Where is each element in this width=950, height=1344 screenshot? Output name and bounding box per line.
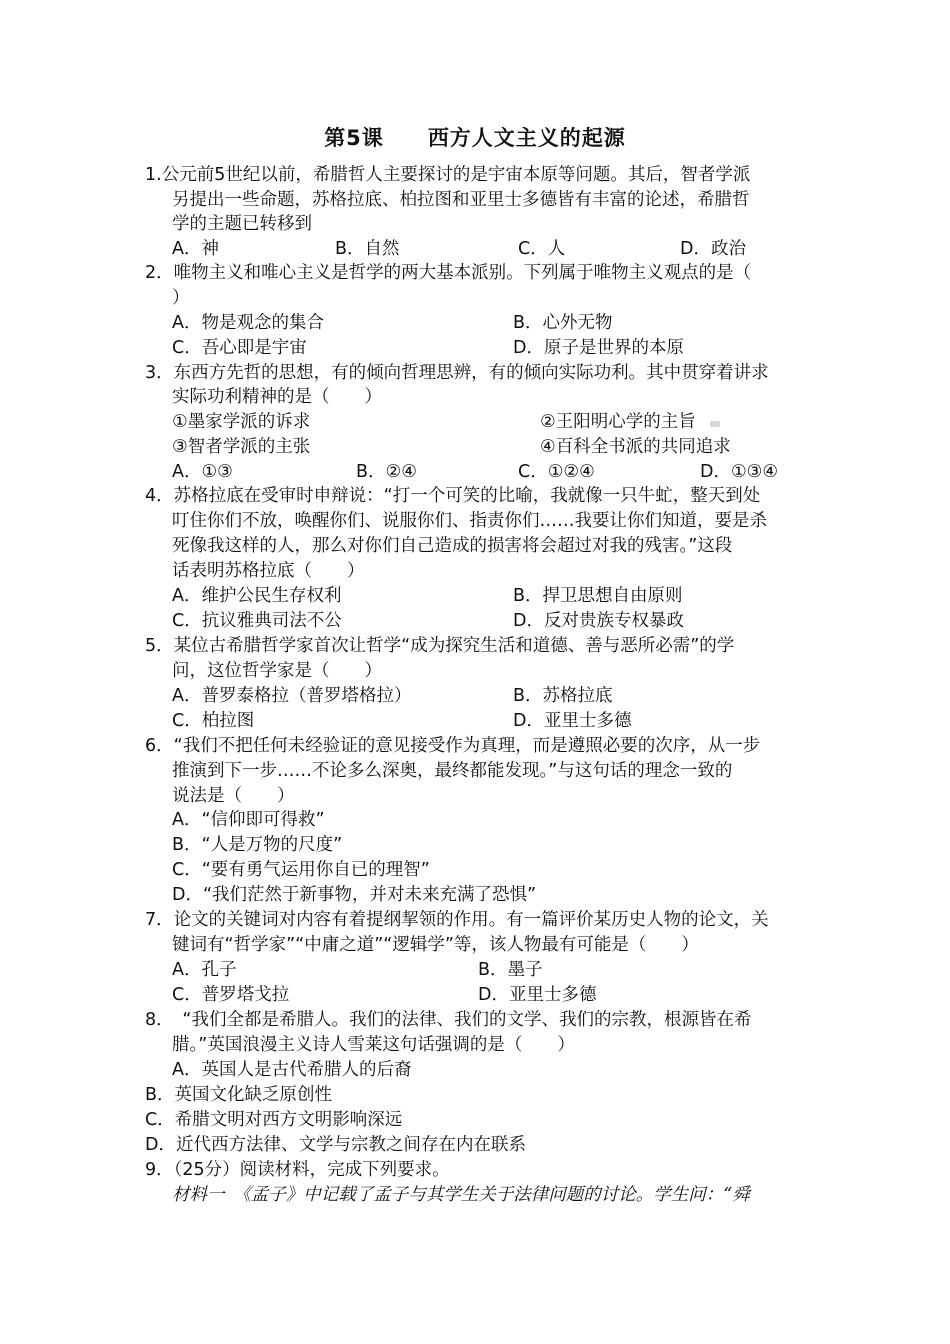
question-3-option-c: C．①②④: [518, 462, 595, 482]
question-1-option-c: C．人: [518, 239, 566, 259]
question-1-option-b: B．自然: [335, 239, 400, 259]
question-4-text: 死像我这样的人，那么对你们自己造成的损害将会超过对我的残害。”这段: [172, 536, 733, 556]
question-3-item: ④百科全书派的共同追求: [540, 437, 731, 457]
question-9-material: 材料一 《孟子》中记载了孟子与其学生关于法律问题的讨论。学生问：“舜: [172, 1185, 750, 1205]
question-8-text: 腊。”英国浪漫主义诗人雪莱这句话强调的是（ ）: [172, 1035, 575, 1055]
question-5-text: 5．某位古希腊哲学家首次让哲学“成为探究生活和道德、善与恶所必需”的学: [145, 636, 735, 656]
question-6-option-d: D．“我们茫然于新事物，并对未来充满了恐惧”: [172, 885, 537, 905]
question-2-option-c: C．吾心即是宇宙: [172, 338, 307, 358]
question-3-option-d: D．①③④: [700, 462, 779, 482]
question-7-text: 键词有“哲学家”“中庸之道”“逻辑学”等，该人物最有可能是（ ）: [172, 935, 699, 955]
question-8-option-a: A．英国人是古代希腊人的后裔: [172, 1060, 412, 1080]
question-4-text: 叮住你们不放，唤醒你们、说服你们、指责你们……我要让你们知道，要是杀: [172, 511, 767, 531]
question-4-text: 4．苏格拉底在受审时申辩说：“打一个可笑的比喻，我就像一只牛虻，整天到处: [145, 486, 761, 506]
question-2-text: ）: [172, 288, 190, 308]
question-2-option-b: B．心外无物: [513, 313, 613, 333]
question-1-text: 学的主题已转移到: [172, 214, 312, 234]
question-7-option-d: D．亚里士多德: [478, 985, 597, 1005]
page-title: [0, 122, 950, 152]
question-6-text: 说法是（ ）: [172, 786, 295, 806]
question-2-option-a: A．物是观念的集合: [172, 313, 324, 333]
question-1-text: 另提出一些命题，苏格拉底、柏拉图和亚里士多德皆有丰富的论述，希腊哲: [172, 190, 750, 210]
lesson-number: 第5课: [324, 126, 384, 150]
question-3-item: ①墨家学派的诉求: [172, 412, 311, 432]
question-6-text: 推演到下一步……不论多么深奥，最终都能发现。”与这句话的理念一致的: [172, 761, 733, 781]
question-4-option-b: B．捍卫思想自由原则: [513, 586, 683, 606]
question-5-option-d: D．亚里士多德: [513, 711, 632, 731]
question-5-option-c: C．柏拉图: [172, 711, 255, 731]
question-1-option-a: A．神: [172, 239, 219, 259]
question-7-text: 7．论文的关键词对内容有着提纲挈领的作用。有一篇评价某历史人物的论文，关: [145, 910, 769, 930]
question-2-text: 2．唯物主义和唯心主义是哲学的两大基本派别。下列属于唯物主义观点的是（: [145, 263, 752, 283]
question-5-option-a: A．普罗泰格拉（普罗塔格拉）: [172, 686, 412, 706]
question-3-item: ②王阳明心学的主旨: [540, 412, 696, 432]
question-3-text: 实际功利精神的是（ ）: [172, 387, 382, 407]
question-7-option-b: B．墨子: [478, 960, 543, 980]
question-1-option-d: D．政治: [680, 239, 746, 259]
question-3-text: 3．东西方先哲的思想，有的倾向哲理思辨，有的倾向实际功利。其中贯穿着讲求: [145, 363, 769, 383]
question-2-option-d: D．原子是世界的本原: [513, 338, 684, 358]
question-3-item: ③智者学派的主张: [172, 437, 311, 457]
question-8-text: 8． “我们全都是希腊人。我们的法律、我们的文学、我们的宗教，根源皆在希: [145, 1010, 752, 1030]
lesson-name: 西方人文主义的起源: [427, 126, 626, 150]
question-7-option-c: C．普罗塔戈拉: [172, 985, 290, 1005]
question-4-text: 话表明苏格拉底（ ）: [172, 561, 365, 581]
question-8-option-c: C．希腊文明对西方文明影响深远: [145, 1110, 403, 1130]
question-6-text: 6．“我们不把任何未经验证的意见接受作为真理，而是遵照必要的次序，从一步: [145, 736, 761, 756]
question-1-text: 1.公元前5世纪以前，希腊哲人主要探讨的是宇宙本原等问题。其后，智者学派: [145, 165, 751, 185]
question-4-option-c: C．抗议雅典司法不公: [172, 611, 342, 631]
question-4-option-d: D．反对贵族专权暴政: [513, 611, 684, 631]
question-3-option-a: A．①③: [172, 462, 233, 482]
question-6-option-c: C．“要有勇气运用你自已的理智”: [172, 860, 430, 880]
question-7-option-a: A．孔子: [172, 960, 237, 980]
question-9-text: 9．（25分）阅读材料，完成下列要求。: [145, 1160, 450, 1180]
question-5-option-b: B．苏格拉底: [513, 686, 613, 706]
question-4-option-a: A．维护公民生存权利: [172, 586, 342, 606]
question-3-option-b: B．②④: [356, 462, 417, 482]
question-6-option-b: B．“人是万物的尺度”: [172, 835, 343, 855]
question-8-option-b: B．英国文化缺乏原创性: [145, 1085, 333, 1105]
question-6-option-a: A．“信仰即可得救”: [172, 810, 325, 830]
question-8-option-d: D．近代西方法律、文学与宗教之间存在内在联系: [145, 1135, 526, 1155]
scan-mark: [710, 421, 720, 427]
question-5-text: 问，这位哲学家是（ ）: [172, 661, 382, 681]
